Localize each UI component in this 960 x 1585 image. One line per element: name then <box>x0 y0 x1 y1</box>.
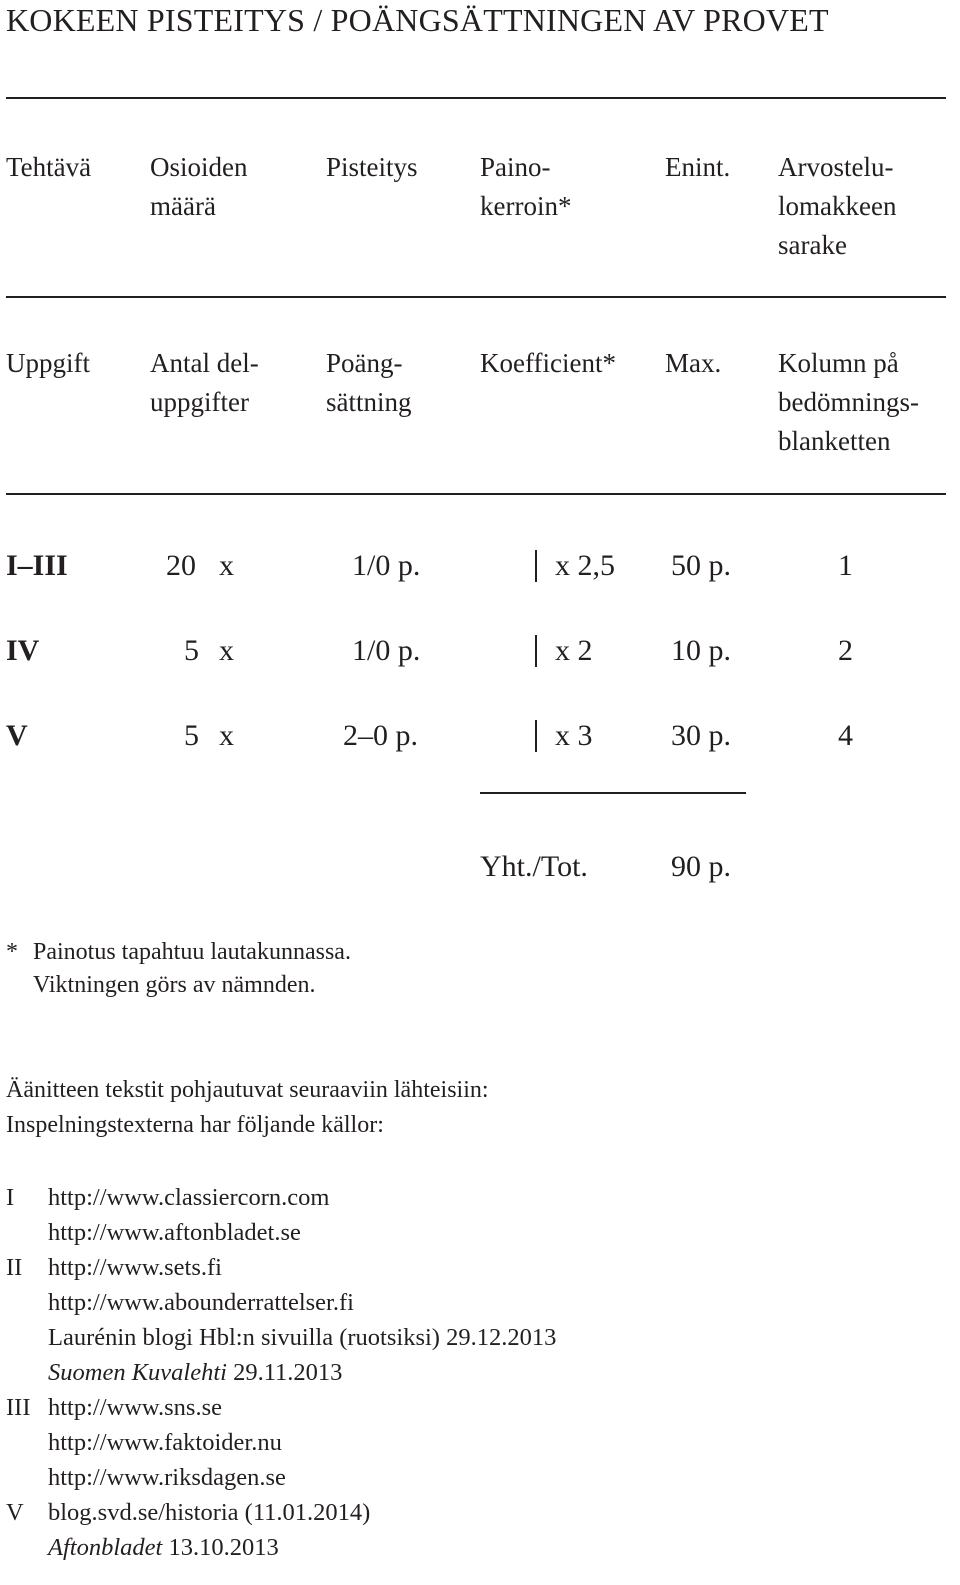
header-sv-scoring: Poäng- sättning <box>326 348 412 417</box>
row-times: x <box>219 719 234 752</box>
row-task: IV <box>6 634 40 667</box>
row-points: 1/0 p. <box>352 549 421 582</box>
header-fi-max: Enint. <box>665 152 731 182</box>
total-label: Yht./Tot. <box>480 850 588 883</box>
source-line: http://www.riksdagen.se <box>48 1464 286 1491</box>
source-line <box>48 1530 279 1565</box>
row-count: 5 <box>184 634 199 667</box>
publication-date: 13.10.2013 <box>162 1534 279 1561</box>
source-line: http://www.sets.fi <box>48 1254 222 1281</box>
divider <box>6 296 946 298</box>
row-column: 4 <box>838 719 853 752</box>
row-count: 20 <box>166 549 196 582</box>
row-column: 2 <box>838 634 853 667</box>
row-weight: x 2 <box>555 634 593 667</box>
publication-name: Suomen Kuvalehti <box>48 1359 227 1386</box>
total-value: 90 p. <box>671 850 731 883</box>
sources-intro-fi: Äänitteen tekstit pohjautuvat seuraaviin lähteisiin: <box>6 1077 489 1103</box>
row-max: 10 p. <box>671 634 731 667</box>
weight-separator <box>535 550 537 582</box>
page-title: KOKEEN PISTEITYS / POÄNGSÄTTNINGEN AV PROVET <box>6 2 829 38</box>
header-sv-task: Uppgift <box>6 348 90 378</box>
row-task: V <box>6 719 28 752</box>
header-sv-max: Max. <box>665 348 722 378</box>
row-count: 5 <box>184 719 199 752</box>
row-times: x <box>219 549 234 582</box>
divider <box>6 97 946 99</box>
source-line: http://www.classiercorn.com <box>48 1184 330 1211</box>
divider <box>6 493 946 495</box>
source-line: http://www.faktoider.nu <box>48 1429 282 1456</box>
header-sv-weight: Koefficient* <box>480 348 616 378</box>
row-max: 50 p. <box>671 549 731 582</box>
footnote-mark: * <box>6 939 18 965</box>
header-fi-parts: Osioiden määrä <box>150 152 248 221</box>
row-task: I–III <box>6 549 68 582</box>
source-line: blog.svd.se/historia (11.01.2014) <box>48 1499 371 1526</box>
source-line: http://www.sns.se <box>48 1394 223 1421</box>
source-line: Laurénin blogi Hbl:n sivuilla (ruotsiksi) 29.12.2013 <box>48 1324 557 1351</box>
weight-separator <box>535 720 537 752</box>
source-numeral: III <box>6 1394 31 1421</box>
source-numeral: II <box>6 1254 23 1281</box>
sources-intro-sv: Inspelningstexterna har följande källor: <box>6 1112 384 1138</box>
header-fi-task: Tehtävä <box>6 152 92 182</box>
header-fi-column: Arvostelu- lomakkeen sarake <box>778 152 897 260</box>
publication-date: 29.11.2013 <box>226 1359 343 1386</box>
weight-separator <box>535 635 537 667</box>
source-line: http://www.abounderrattelser.fi <box>48 1289 354 1316</box>
row-weight: x 3 <box>555 719 593 752</box>
row-weight: x 2,5 <box>555 549 615 582</box>
source-line <box>48 1355 342 1390</box>
publication-name: Aftonbladet <box>48 1534 163 1561</box>
row-times: x <box>219 634 234 667</box>
source-numeral: I <box>6 1184 15 1211</box>
row-column: 1 <box>838 549 853 582</box>
row-points: 2–0 p. <box>343 719 418 752</box>
header-sv-column: Kolumn på bedömnings- blanketten <box>778 348 919 456</box>
footnote-line-sv: Viktningen görs av nämnden. <box>33 972 316 998</box>
header-fi-scoring: Pisteitys <box>326 152 418 182</box>
total-divider <box>480 792 746 794</box>
source-numeral: V <box>6 1499 24 1526</box>
header-fi-weight: Paino- kerroin* <box>480 152 572 221</box>
header-sv-parts: Antal del- uppgifter <box>150 348 259 417</box>
source-line: http://www.aftonbladet.se <box>48 1219 301 1246</box>
row-points: 1/0 p. <box>352 634 421 667</box>
footnote-line-fi: Painotus tapahtuu lautakunnassa. <box>33 939 351 965</box>
row-max: 30 p. <box>671 719 731 752</box>
